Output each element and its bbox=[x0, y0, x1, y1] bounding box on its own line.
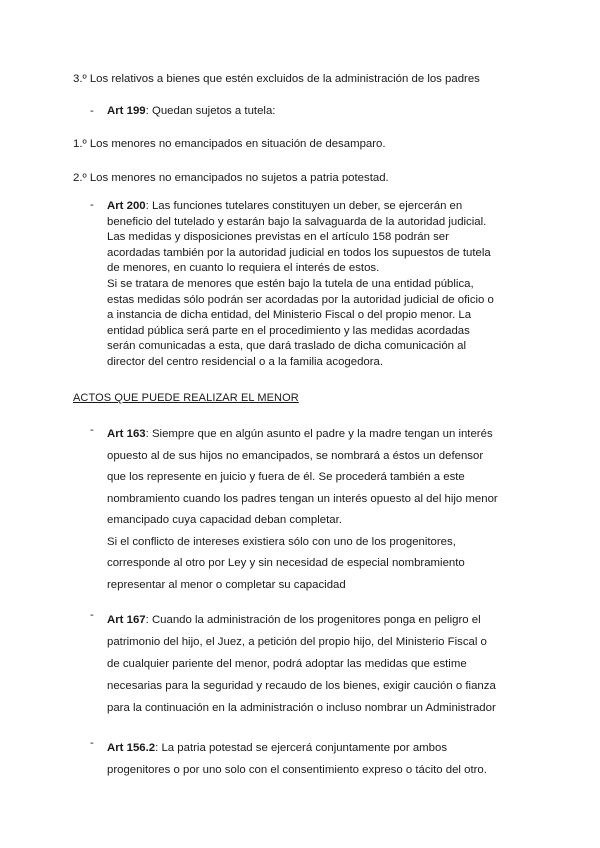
article-200-label: Art 200 bbox=[107, 200, 146, 212]
article-167-label: Art 167 bbox=[107, 614, 146, 626]
bullet-dash: - bbox=[90, 737, 94, 749]
article-199-body: Art 199: Quedan sujetos a tutela: bbox=[107, 105, 276, 117]
bullet-dash: - bbox=[90, 105, 94, 117]
article-200-body: Art 200: Las funciones tutelares constituyen un deber, se ejercerán en beneficio del tutelado y estarán bajo la salvaguarda de la autoridad judicial. Las medidas y disposiciones previstas en el artículo 158 podrán ser acordadas también por la autoridad judicial en todos los supuestos de tutela de menores, en cuanto lo requiera el interés de estos. Si se tratara de menores que estén bajo la tutela de una entidad pública, estas medidas sólo podrán ser acordadas por la autoridad judicial de oficio o a instancia de dicha entidad, del Ministerio Fiscal o del propio menor. La entidad pública será parte en el procedimiento y las medidas acordadas serán comunicadas a esta, que dará traslado de dicha comunicación al director del centro residencial o a la familia acogedora. bbox=[107, 200, 494, 368]
section-heading: ACTOS QUE PUEDE REALIZAR EL MENOR bbox=[73, 392, 299, 404]
article-163-body: Art 163: Siempre que en algún asunto el padre y la madre tengan un interés opuesto al de sus hijos no emancipados, se nombrará a éstos un defensor que los represente en juicio y fuera de él. Se procederá también a este nombramiento cuando los padres tengan un interés opuesto al del hijo menor emancipado cuya capacidad deban completar. Si el conflicto de intereses existiera sólo con uno de los progenitores, corresponde al otro por Ley y sin necesidad de especial nombramiento representar al menor o completar su capacidad bbox=[107, 428, 498, 591]
article-167-body: Art 167: Cuando la administración de los progenitores ponga en peligro el patrimonio del hijo, el Juez, a petición del propio hijo, del Ministerio Fiscal o de cualquier pariente del menor, podrá adoptar las medidas que estime necesarias para la seguridad y recaudo de los bienes, exigir caución o fianza para la continuación en la administración o incluso nombrar un Administrador bbox=[107, 614, 496, 714]
bullet-dash: - bbox=[90, 199, 94, 211]
point-3: 3.º Los relativos a bienes que estén excluidos de la administración de los padres bbox=[73, 73, 480, 85]
point-1: 1.º Los menores no emancipados en situación de desamparo. bbox=[73, 138, 386, 150]
article-163-label: Art 163 bbox=[107, 428, 146, 440]
article-199-label: Art 199 bbox=[107, 105, 146, 117]
bullet-dash: - bbox=[90, 424, 94, 436]
article-156-2-body: Art 156.2: La patria potestad se ejercerá conjuntamente por ambos progenitores o por uno solo con el consentimiento expreso o tácito del otro. bbox=[107, 742, 487, 776]
bullet-dash: - bbox=[90, 609, 94, 621]
point-2: 2.º Los menores no emancipados no sujetos a patria potestad. bbox=[73, 172, 389, 184]
article-156-2-label: Art 156.2 bbox=[107, 742, 156, 754]
